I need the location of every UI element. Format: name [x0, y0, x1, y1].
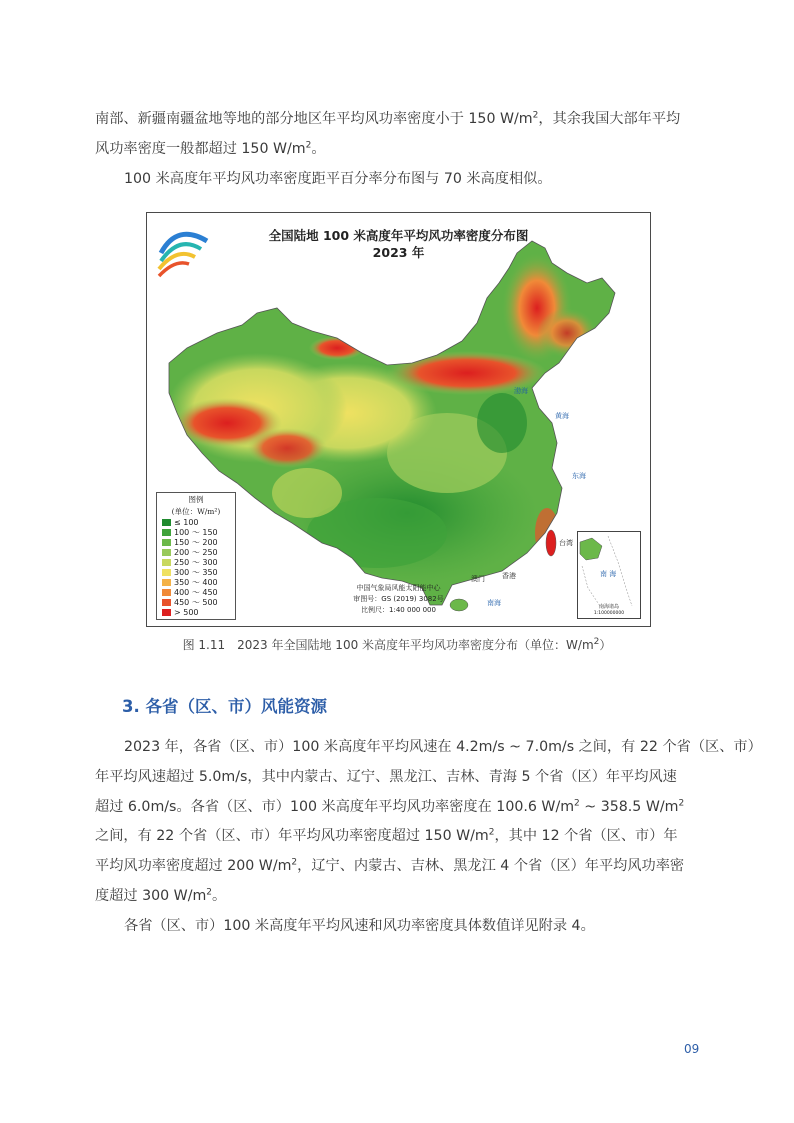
inset-scale: 1:100000000	[593, 611, 625, 616]
legend-label: > 500	[174, 607, 199, 617]
intro-line-3: 100 米高度年平均风功率密度距平百分率分布图与 70 米高度相似。	[124, 170, 552, 187]
body-line-7: 各省（区、市）100 米高度年平均风速和风功率密度具体数值详见附录 4。	[124, 917, 595, 934]
section-heading: 3. 各省（区、市）风能资源	[122, 697, 327, 716]
legend-swatch	[162, 539, 171, 546]
legend-swatch	[162, 519, 171, 526]
intro-line-1: 南部、新疆南疆盆地等地的部分地区年平均风功率密度小于 150 $W/m^2$，其余我国大部年平均	[95, 110, 681, 127]
legend-item	[157, 547, 235, 557]
legend-item	[157, 517, 235, 527]
legend-swatch	[162, 529, 171, 536]
body-line-5: 平均风功率密度超过 200 $W/m^2$，辽宁、内蒙古、吉林、黑龙江 4 个省（区）年平均风功率密	[95, 857, 685, 875]
legend-unit: (单位：W/m²)	[171, 507, 221, 516]
label-huanghai: 黄海	[555, 412, 569, 420]
label-nanhai: 南海	[487, 599, 501, 607]
legend-label: 150 ～ 200	[174, 537, 218, 547]
page-number: 09	[684, 1042, 700, 1056]
legend-swatch	[162, 559, 171, 566]
legend-item	[157, 527, 235, 537]
south-china-sea-inset	[577, 531, 641, 619]
intro-paragraph	[95, 105, 701, 194]
legend-swatch	[162, 549, 171, 556]
figure-title: 全国陆地 100 米高度年平均风功率密度分布图 2023 年	[268, 228, 529, 260]
legend-title: 图例	[188, 495, 204, 504]
body-line-3: 超过 6.0m/s。各省（区、市）100 米高度年平均风功率密度在 100.6 $W/m^2$ ~ 358.5 $W/m^2$	[95, 797, 685, 815]
wind-power-density-map-figure	[146, 212, 651, 627]
body-paragraph	[95, 733, 762, 942]
legend-label: 300 ～ 350	[174, 567, 218, 577]
inset-label: 南海诸岛	[598, 604, 620, 610]
legend-swatch	[162, 569, 171, 576]
legend-label: 400 ～ 450	[174, 587, 218, 597]
legend-item	[157, 567, 235, 577]
legend-label: 250 ～ 300	[174, 557, 218, 567]
label-donghai: 东海	[572, 472, 586, 480]
legend-label: 350 ～ 400	[174, 577, 218, 587]
legend-label: 450 ～ 500	[174, 597, 218, 607]
legend-label: 100 ～ 150	[174, 527, 218, 537]
credit-review: 审图号：GS (2019) 3082号	[353, 595, 444, 603]
body-line-4: 之间，有 22 个省（区、市）年平均风功率密度超过 150 $W/m^2$，其中 12 个省（区、市）年	[95, 827, 678, 845]
label-macau: 澳门	[471, 575, 485, 583]
credit-scale: 比例尺：1:40 000 000	[361, 606, 436, 614]
inset-sea-label: 南 海	[600, 570, 617, 578]
legend-label: ≤ 100	[174, 517, 199, 527]
label-taiwan: 台湾	[559, 539, 573, 547]
body-line-6: 度超过 300 $W/m^2$。	[95, 887, 227, 904]
intro-line-2: 风功率密度一般都超过 150 $W/m^2$。	[95, 140, 326, 157]
body-line-1: 2023 年，各省（区、市）100 米高度年平均风速在 4.2m/s ~ 7.0m/s 之间，有 22 个省（区、市）	[124, 739, 762, 755]
taiwan-island	[546, 530, 556, 556]
figure-caption: 图 1.11 2023 年全国陆地 100 米高度年平均风功率密度分布（单位：$W/m^2$）	[182, 637, 612, 652]
credit-org: 中国气象局风能太阳能中心	[356, 584, 441, 592]
legend-item	[157, 537, 235, 547]
body-line-2: 年平均风速超过 5.0m/s，其中内蒙古、辽宁、黑龙江、吉林、青海 5 个省（区）年平均风速	[95, 768, 677, 785]
legend-label: 200 ～ 250	[174, 547, 218, 557]
legend-item	[157, 557, 235, 567]
map-credits	[147, 583, 650, 616]
label-bohai: 渤海	[514, 387, 528, 395]
label-hk: 香港	[502, 572, 516, 580]
